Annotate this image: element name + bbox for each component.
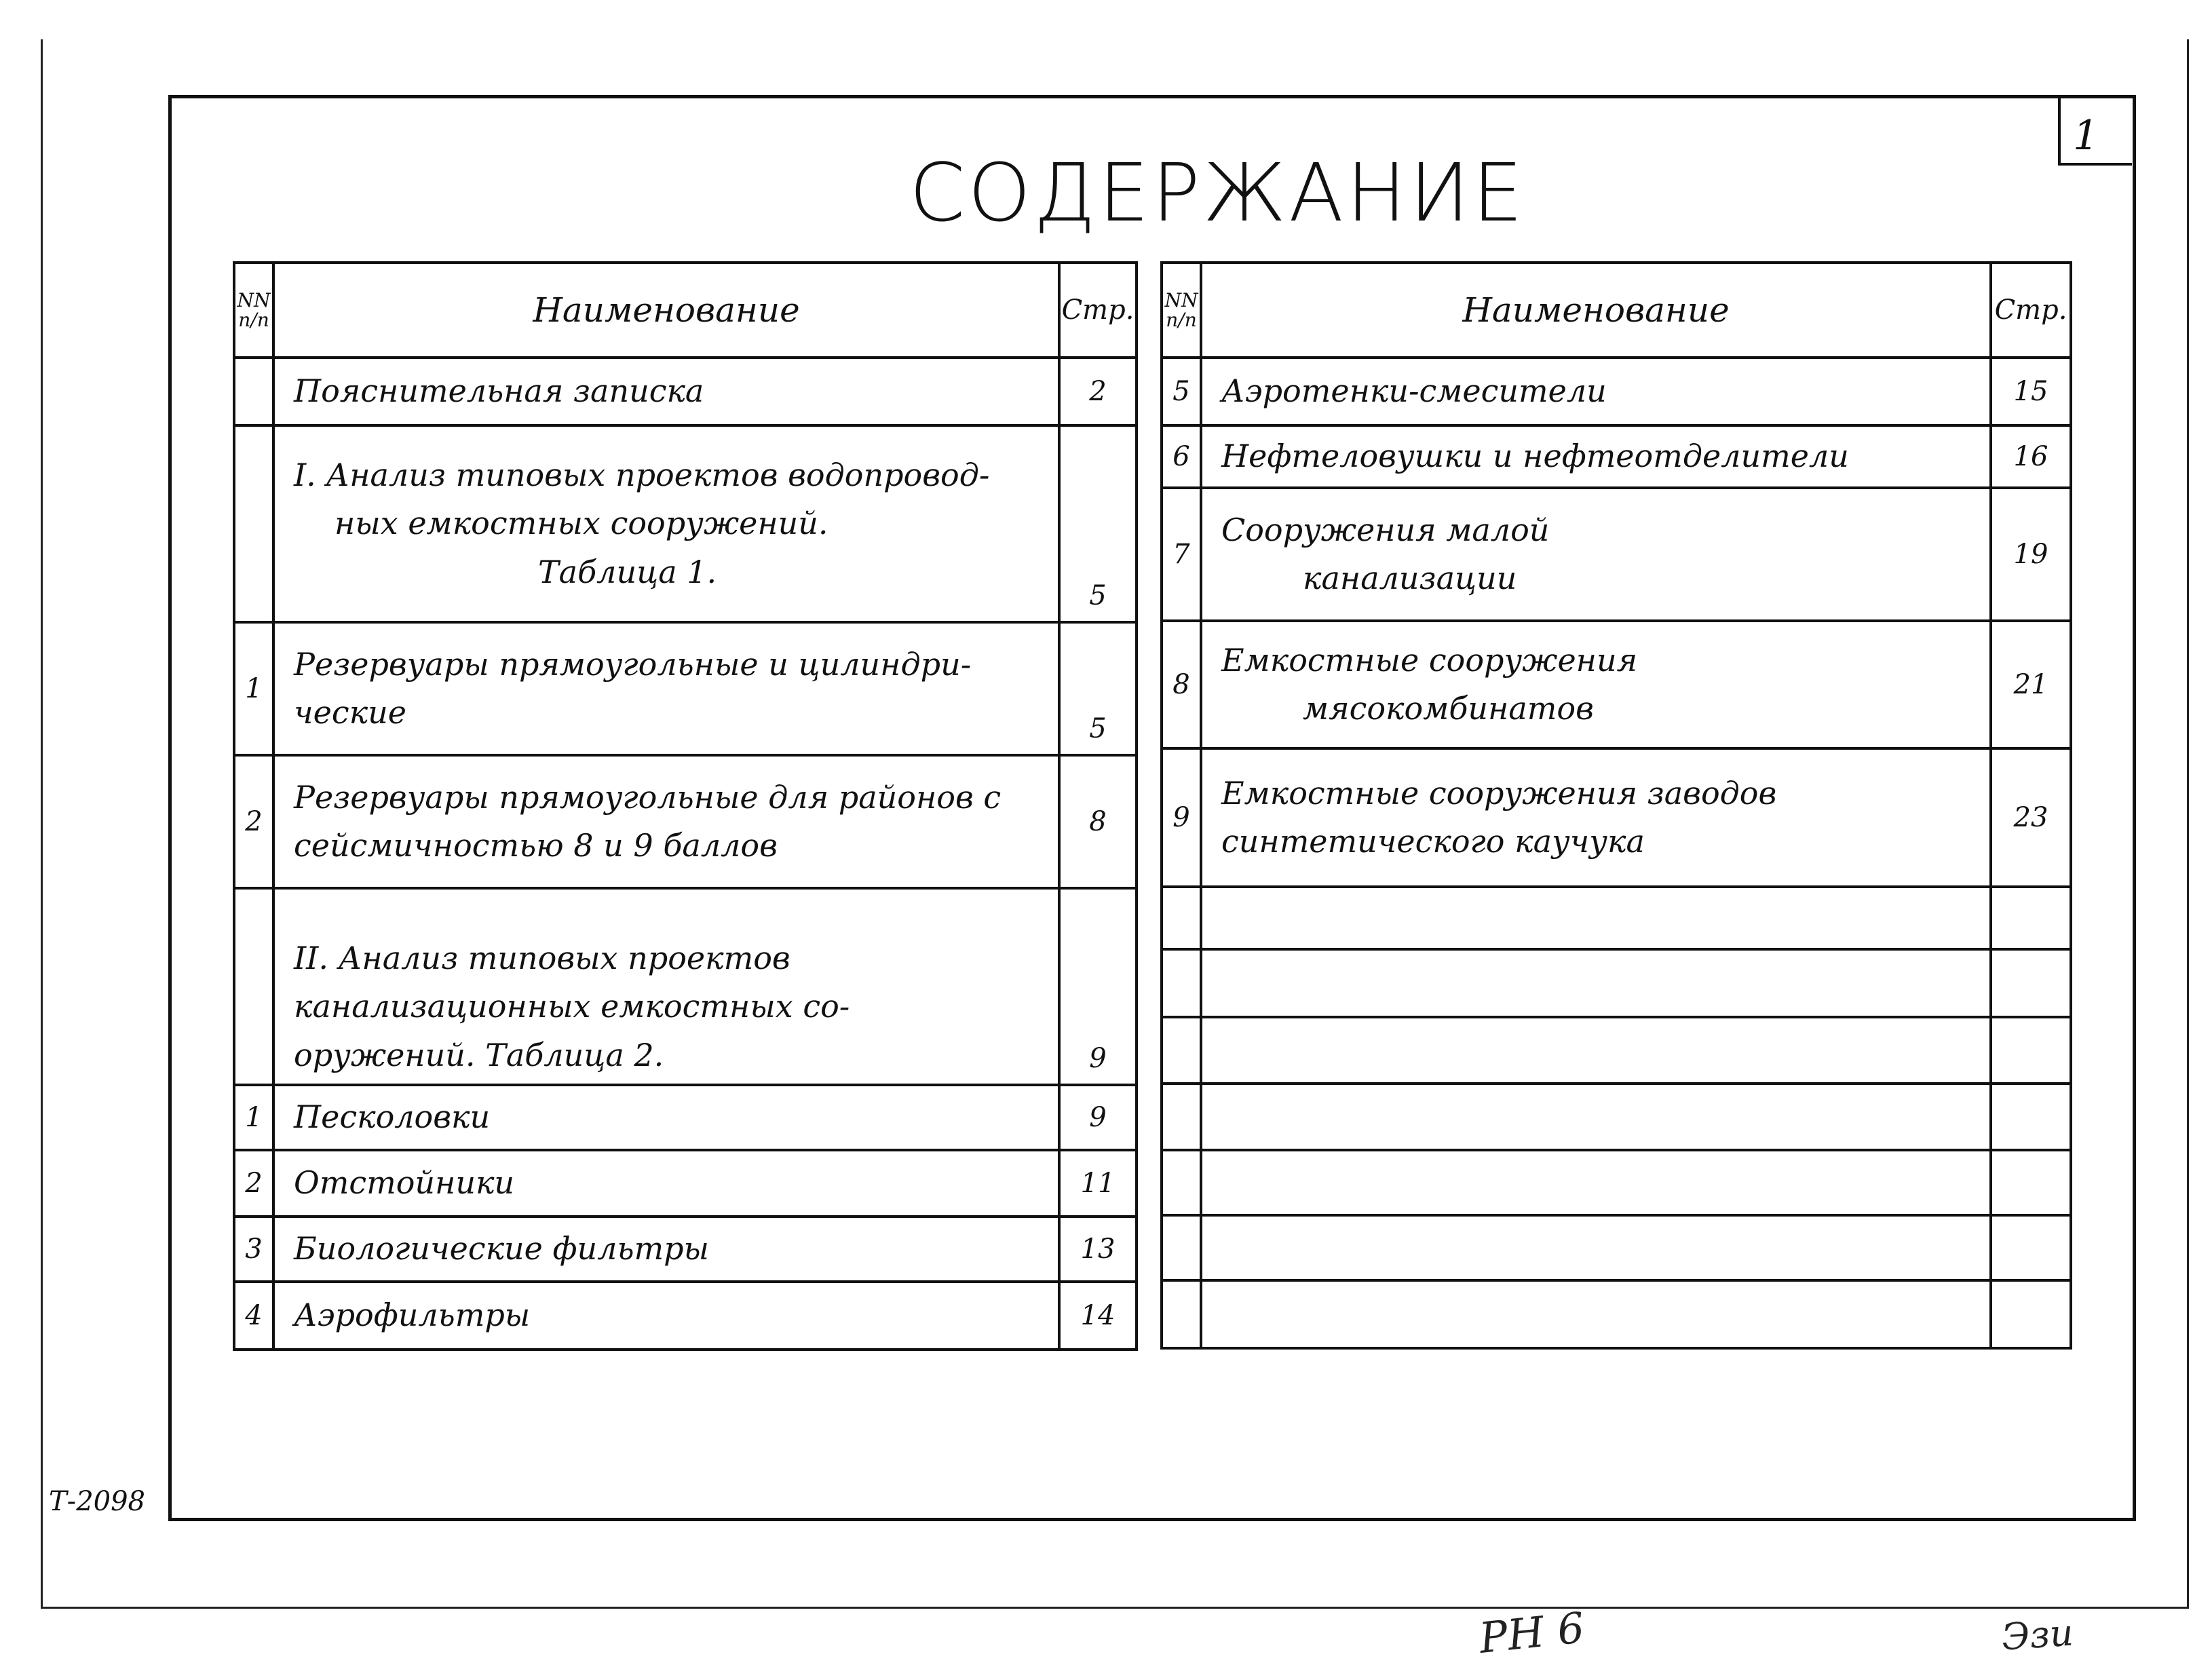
- header-num: NN п/п: [1162, 263, 1201, 358]
- row-num: [234, 358, 273, 425]
- row-name-line2: канализационных емкостных со-: [294, 988, 850, 1025]
- row-num: 7: [1162, 488, 1201, 621]
- row-name-text: Песколовки: [294, 1098, 491, 1136]
- row-page: 11: [1059, 1150, 1137, 1217]
- table-row: [234, 1282, 1137, 1350]
- empty-row: [1162, 887, 2071, 949]
- row-name-text: Отстойники: [294, 1164, 515, 1202]
- contents-table-right: [1160, 261, 2072, 1350]
- row-name: [273, 888, 1059, 1085]
- empty-row: [1162, 1017, 2071, 1084]
- row-name-text: Биологические фильтры: [294, 1230, 710, 1267]
- empty-row: [1162, 1280, 2071, 1348]
- row-num: 2: [234, 1150, 273, 1217]
- row-name-line1: Емкостные сооружения: [1221, 641, 1638, 678]
- row-name-line2: мясокомбинатов: [1303, 690, 1594, 727]
- signature: Эзи: [2000, 1611, 2075, 1659]
- row-name: [273, 358, 1059, 425]
- row-page: 8: [1059, 755, 1137, 888]
- table-row: [234, 1150, 1137, 1217]
- row-name: [1201, 358, 1991, 425]
- row-name: [273, 755, 1059, 888]
- row-page: 13: [1059, 1217, 1137, 1282]
- header-name: Наименование: [1201, 263, 1991, 358]
- row-name: [1201, 425, 1991, 488]
- table-row: [1162, 621, 2071, 748]
- page-title: СОДЕРЖАНИЕ: [909, 146, 1526, 240]
- row-num: 6: [1162, 425, 1201, 488]
- row-name-line3: Таблица 1.: [538, 553, 717, 590]
- row-name-line1: I. Анализ типовых проектов водопровод-: [294, 457, 990, 494]
- row-name: [1201, 621, 1991, 748]
- header-num: NN п/п: [234, 263, 273, 358]
- row-page: 9: [1059, 1085, 1137, 1150]
- row-name-line3: оружений. Таблица 2.: [294, 1036, 664, 1073]
- row-name: [273, 1085, 1059, 1150]
- row-name: [273, 622, 1059, 755]
- row-num: 4: [234, 1282, 273, 1350]
- row-name-text: Аэротенки-смесители: [1221, 372, 1607, 410]
- row-page: 16: [1991, 425, 2071, 488]
- row-name-text: Нефтеловушки и нефтеотделители: [1221, 438, 1849, 475]
- row-name: [273, 1282, 1059, 1350]
- row-page: 5: [1059, 622, 1137, 755]
- row-name-line1: Емкостные сооружения заводов: [1221, 774, 1777, 811]
- table-row: [234, 888, 1137, 1085]
- row-name-line1: Резервуары прямоугольные и цилиндри-: [294, 645, 972, 683]
- row-name-line2: синтетического каучука: [1221, 823, 1645, 860]
- empty-row: [1162, 1215, 2071, 1280]
- row-page: 2: [1059, 358, 1137, 425]
- table-header-row: [1162, 263, 2071, 358]
- sheet-number: 1: [2073, 112, 2099, 159]
- header-page: Стр.: [1991, 263, 2071, 358]
- table-row: [1162, 358, 2071, 425]
- table-row: [234, 622, 1137, 755]
- row-name-line1: Сооружения малой: [1221, 511, 1550, 548]
- table-row: [1162, 488, 2071, 621]
- row-num: 9: [1162, 748, 1201, 887]
- table-header-row: [234, 263, 1137, 358]
- table-row: [1162, 425, 2071, 488]
- header-name: Наименование: [273, 263, 1059, 358]
- row-name-text: Аэрофильтры: [294, 1297, 531, 1334]
- row-name: [1201, 748, 1991, 887]
- row-name-line2: канализации: [1303, 560, 1517, 596]
- contents-table-left: [233, 261, 1138, 1351]
- row-name: [273, 425, 1059, 622]
- row-name-line1: Резервуары прямоугольные для районов с: [294, 778, 1002, 816]
- row-name-line2: сейсмичностью 8 и 9 баллов: [294, 827, 778, 864]
- row-name-line1: II. Анализ типовых проектов: [294, 940, 790, 977]
- table-row: [234, 1217, 1137, 1282]
- document-code: Т-2098: [49, 1486, 145, 1517]
- row-name: [273, 1217, 1059, 1282]
- row-name-line2: ческие: [294, 694, 406, 731]
- handwritten-mark: РН 6: [1476, 1603, 1587, 1663]
- row-num: 5: [1162, 358, 1201, 425]
- row-name: [1201, 488, 1991, 621]
- table-row: [234, 358, 1137, 425]
- empty-row: [1162, 949, 2071, 1017]
- header-page: Стр.: [1059, 263, 1137, 358]
- table-row: [234, 755, 1137, 888]
- row-page: 5: [1059, 425, 1137, 622]
- row-num: [234, 425, 273, 622]
- row-page: 9: [1059, 888, 1137, 1085]
- row-num: [234, 888, 273, 1085]
- empty-row: [1162, 1084, 2071, 1150]
- row-num: 1: [234, 622, 273, 755]
- table-row: [234, 425, 1137, 622]
- row-page: 23: [1991, 748, 2071, 887]
- row-page: 14: [1059, 1282, 1137, 1350]
- row-name-line2: ных емкостных сооружений.: [335, 505, 828, 542]
- row-num: 1: [234, 1085, 273, 1150]
- row-name: [273, 1150, 1059, 1217]
- row-page: 19: [1991, 488, 2071, 621]
- row-num: 2: [234, 755, 273, 888]
- row-num: 3: [234, 1217, 273, 1282]
- row-num: 8: [1162, 621, 1201, 748]
- row-page: 15: [1991, 358, 2071, 425]
- row-name-text: Пояснительная записка: [294, 372, 704, 410]
- row-page: 21: [1991, 621, 2071, 748]
- table-row: [234, 1085, 1137, 1150]
- empty-row: [1162, 1150, 2071, 1215]
- table-row: [1162, 748, 2071, 887]
